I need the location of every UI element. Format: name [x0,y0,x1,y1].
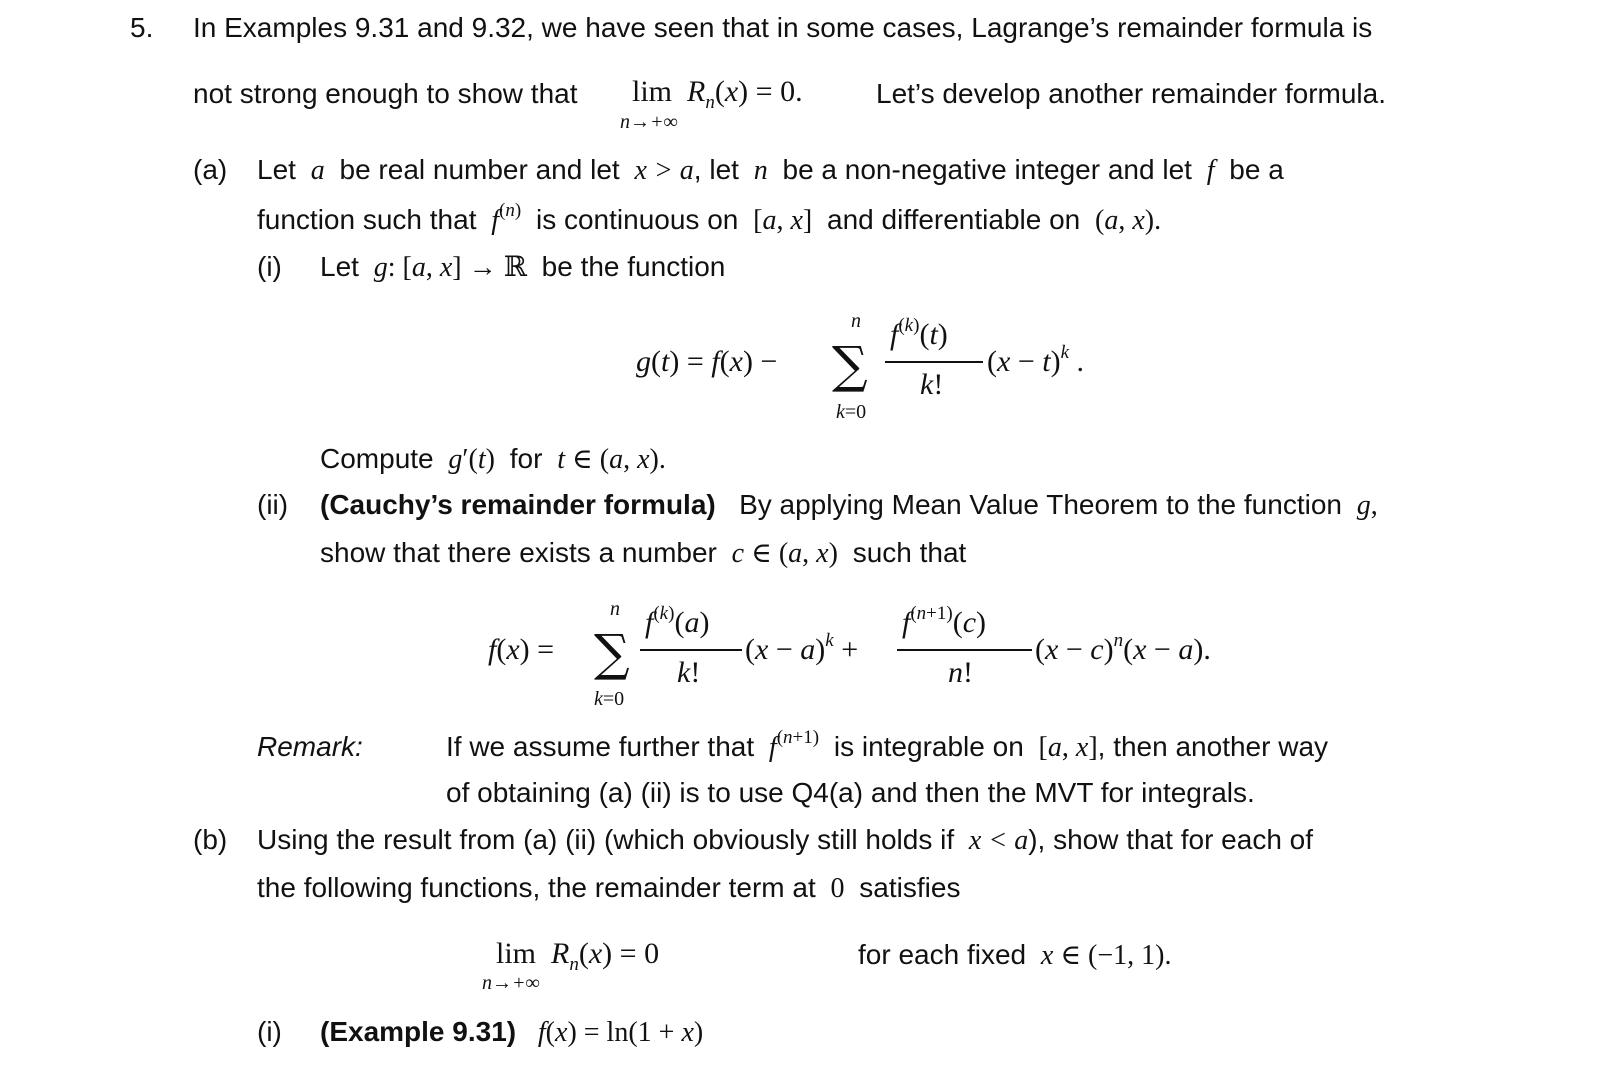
part-b-label: (b) [193,824,228,855]
part-a-i-text: Let g: [a, x] → ℝ be the function [320,251,726,283]
remark-line-2: of obtaining (a) (ii) is to use Q4(a) and then the MVT for integrals. [446,777,1255,808]
remark-label: Remark: [257,731,363,762]
part-b-line-1: Using the result from (a) (ii) (which obviously still holds if x < a), show that for each of [257,824,1314,856]
part-a-line-2: function such that $f^{(n)}$ is continuous on [a, x] and differentiable on (a, x). [257,200,1162,236]
intro-line-1: In Examples 9.31 and 9.32, we have seen that in some cases, Lagrange’s remainder formula is [193,12,1373,43]
problem-number: 5. [130,12,154,43]
part-a-label: (a) [193,154,228,185]
part-b-line-2: the following functions, the remainder term at 0 satisfies [257,872,961,904]
limit-subscript-b: n→+∞ [482,972,540,994]
part-a-ii-line-1: (Cauchy’s remainder formula) By applying Mean Value Theorem to the function g, [320,489,1378,521]
compute-line: Compute g′(t) for t ∈ (a, x). [320,443,666,475]
part-b-i-line: (Example 9.31) f(x) = ln(1 + x) [320,1016,704,1048]
part-a-i-label: (i) [257,251,282,282]
intro-line-2-text: not strong enough to show that [193,78,578,109]
part-a-ii-label: (ii) [257,489,289,520]
intro-line-2-end: Let’s develop another remainder formula. [876,78,1387,109]
limit-expression-b: $\lim R_n(x) = 0$ [496,937,660,975]
part-a-ii-line-2: show that there exists a number c ∈ (a, x) such that [320,537,967,569]
limit-subscript: n→+∞ [620,111,678,133]
for-each-fixed: for each fixed x ∈ (−1, 1). [858,939,1172,971]
intro-line-2 [193,78,578,110]
part-a-line-1: Let a be real number and let x > a, let n be a non-negative integer and let f be a [257,154,1284,186]
limit-expression: $\lim R_n(x) = 0$. [632,75,803,113]
part-b-i-label: (i) [257,1016,282,1047]
remark-line-1: If we assume further that $f^{(n+1)}$ is integrable on [a, x], then another way [446,727,1329,763]
